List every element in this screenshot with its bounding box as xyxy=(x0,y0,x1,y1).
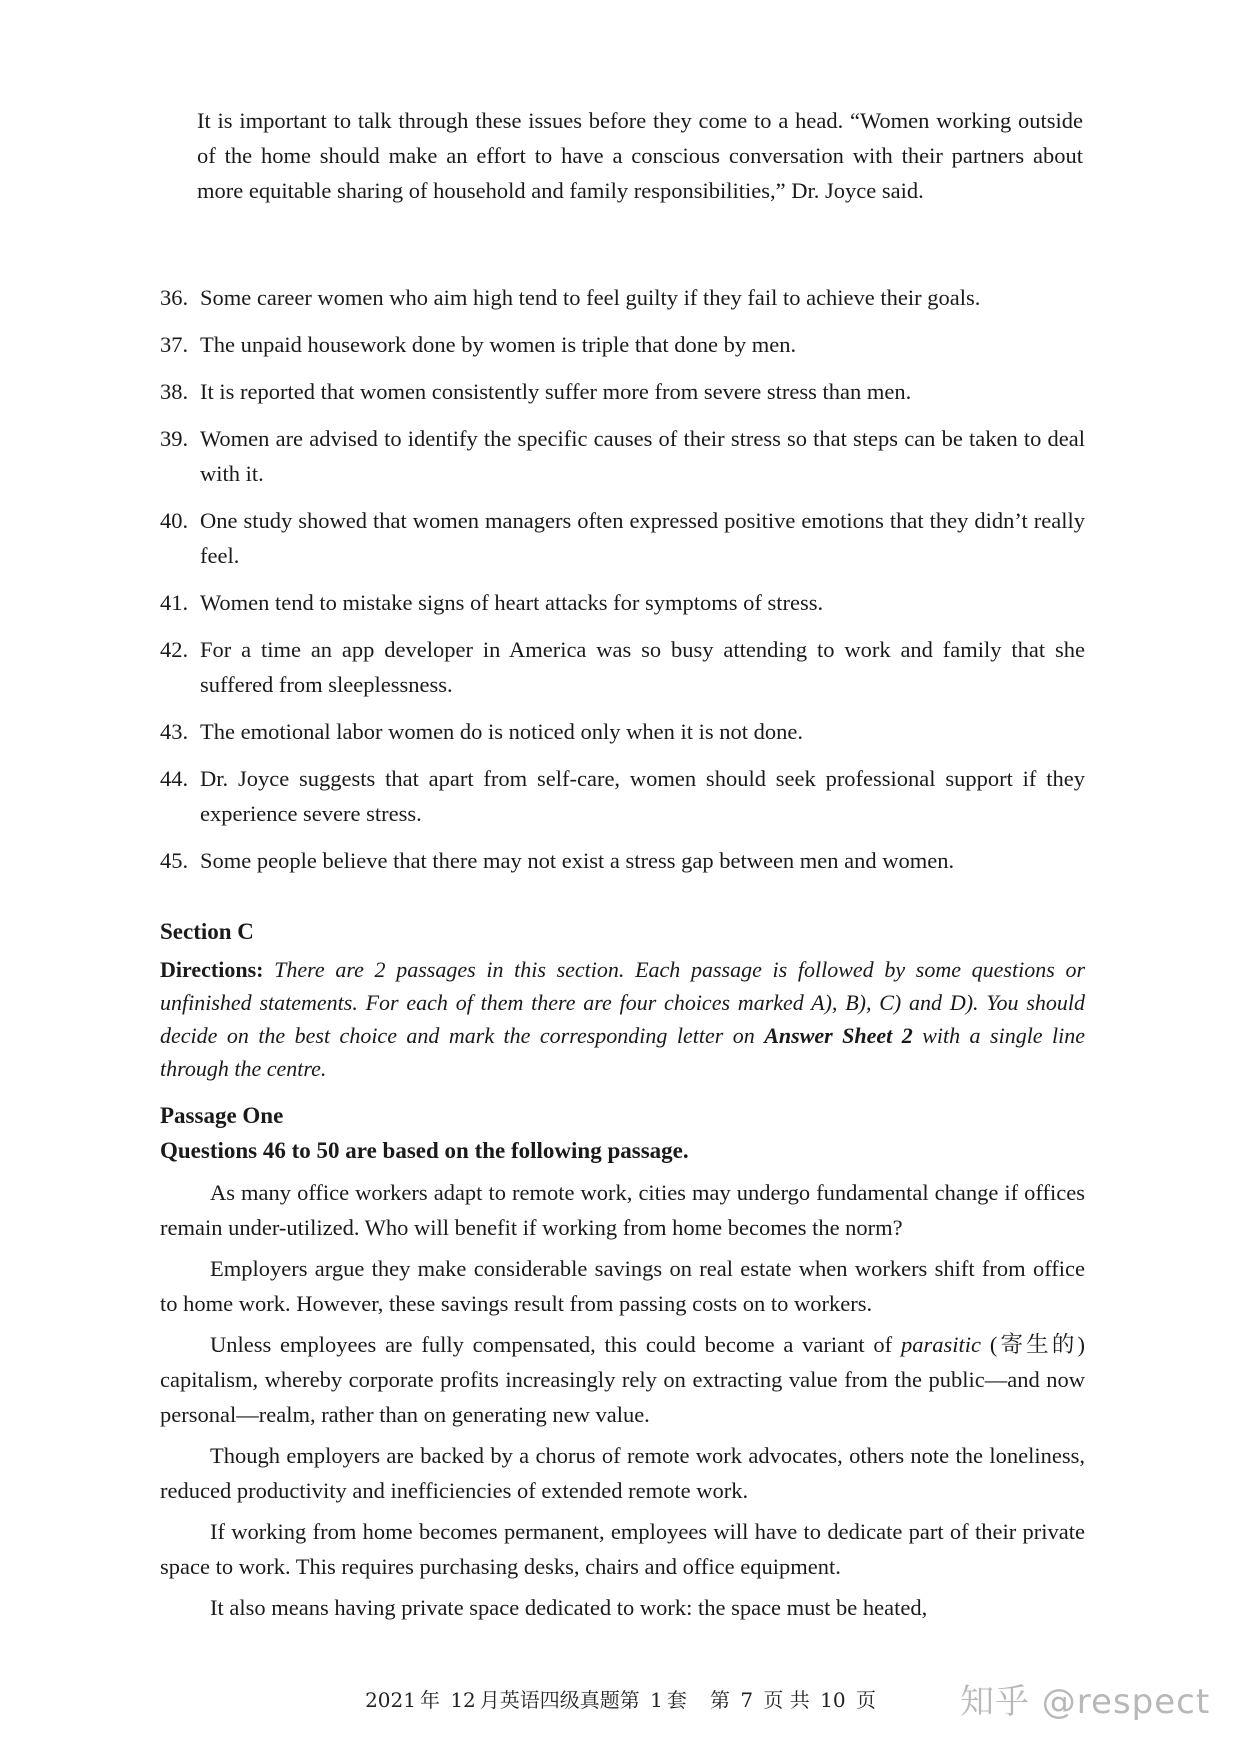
directions xyxy=(160,953,1085,1085)
item-number: 41. xyxy=(160,590,189,615)
item-number: 37. xyxy=(160,332,189,357)
section-c xyxy=(160,915,1085,1625)
answer-sheet-label: Answer Sheet 2 xyxy=(764,1023,913,1048)
passage-paragraph: Though employers are backed by a chorus of remote work advocates, others note the loneliness, reduced productivity and inefficiencies of extended remote work. xyxy=(160,1443,1085,1503)
item-text: It is reported that women consistently suffer more from severe stress than men. xyxy=(200,379,912,404)
footer-month: 12 xyxy=(450,1688,476,1712)
item-number: 39. xyxy=(160,426,189,451)
directions-text: There are 2 passages in this section. Each passage is followed by some questions or unfinished statements. For each of them there are four choices marked A), B), C) and D). You should decide on the best choice and mark the corresponding letter on xyxy=(160,957,1086,1048)
list-item xyxy=(160,374,1085,409)
list-item xyxy=(160,421,1085,491)
list-item xyxy=(160,714,1085,749)
item-number: 44. xyxy=(160,766,189,791)
item-text: Women tend to mistake signs of heart attacks for symptoms of stress. xyxy=(200,590,824,615)
item-text: The unpaid housework done by women is triple that done by men. xyxy=(200,332,797,357)
footer-page-mid: 页 共 xyxy=(763,1688,810,1712)
footer-page-number: 7 xyxy=(740,1688,754,1712)
list-item xyxy=(160,585,1085,620)
paragraph-end: capitalism, whereby corporate profits increasingly rely on extracting value from the public—and now personal—realm, rather than on generating new value. xyxy=(160,1367,1085,1427)
item-text: For a time an app developer in America was so busy attending to work and family that she suffered from sleeplessness. xyxy=(200,637,1085,697)
item-number: 38. xyxy=(160,379,189,404)
footer-page-suffix: 页 xyxy=(855,1688,876,1712)
list-item xyxy=(160,280,1085,315)
item-number: 40. xyxy=(160,508,189,533)
parasitic-word: parasitic xyxy=(900,1332,981,1357)
footer-set-number: 1 xyxy=(650,1688,663,1712)
directions-end: with a single line through the centre. xyxy=(160,1023,1086,1081)
item-text: Women are advised to identify the specific causes of their stress so that steps can be taken to deal with it. xyxy=(200,426,1085,486)
list-item xyxy=(160,632,1085,702)
footer-exam-label: 月英语四级真题第 xyxy=(479,1688,640,1712)
chinese-gloss: (寄生的) xyxy=(989,1332,1086,1357)
item-number: 45. xyxy=(160,848,189,873)
section-title: Section C xyxy=(160,919,254,944)
paragraph-start: Unless employees are fully compensated, this could become a variant of xyxy=(210,1332,893,1357)
footer-page-prefix: 第 xyxy=(709,1688,730,1712)
item-number: 36. xyxy=(160,285,189,310)
item-number: 42. xyxy=(160,637,189,662)
quote-paragraph: It is important to talk through these issues before they come to a head. “Women working outside of the home should make an effort to have a conscious conversation with their partners about more equitable sharing of household and family responsibilities,” Dr. Joyce said. xyxy=(197,108,1083,203)
list-item xyxy=(160,761,1085,831)
item-text: One study showed that women managers often expressed positive emotions that they didn’t really feel. xyxy=(200,508,1085,568)
questions-range: Questions 46 to 50 are based on the following passage. xyxy=(160,1138,689,1163)
item-text: Some career women who aim high tend to feel guilty if they fail to achieve their goals. xyxy=(200,285,981,310)
item-text: The emotional labor women do is noticed only when it is not done. xyxy=(200,719,804,744)
list-item xyxy=(160,503,1085,573)
passage-paragraph-parasitic xyxy=(160,1327,1085,1432)
passage-paragraph: As many office workers adapt to remote work, cities may undergo fundamental change if offices remain under-utilized. Who will benefit if working from home becomes the norm? xyxy=(160,1180,1085,1240)
passage-title: Passage One xyxy=(160,1103,284,1128)
directions-lead: Directions: xyxy=(160,957,264,982)
footer-year: 2021 xyxy=(365,1688,416,1712)
footer-page-total: 10 xyxy=(820,1688,846,1712)
passage-paragraph: If working from home becomes permanent, employees will have to dedicate part of their private space to work. This requires purchasing desks, chairs and office equipment. xyxy=(160,1519,1085,1579)
footer-set-char: 套 xyxy=(666,1688,687,1712)
item-number: 43. xyxy=(160,719,189,744)
zhihu-watermark: 知乎 @respect xyxy=(960,1682,1211,1722)
list-item xyxy=(160,327,1085,362)
footer-year-char: 年 xyxy=(419,1688,440,1712)
list-item xyxy=(160,843,1085,878)
statement-list xyxy=(160,280,1085,890)
item-text: Dr. Joyce suggests that apart from self-care, women should seek professional support if they experience severe stress. xyxy=(200,766,1085,826)
passage-paragraph: It also means having private space dedicated to work: the space must be heated, xyxy=(210,1595,928,1620)
item-text: Some people believe that there may not exist a stress gap between men and women. xyxy=(200,848,955,873)
passage-paragraph: Employers argue they make considerable savings on real estate when workers shift from office to home work. However, these savings result from passing costs on to workers. xyxy=(160,1256,1085,1316)
